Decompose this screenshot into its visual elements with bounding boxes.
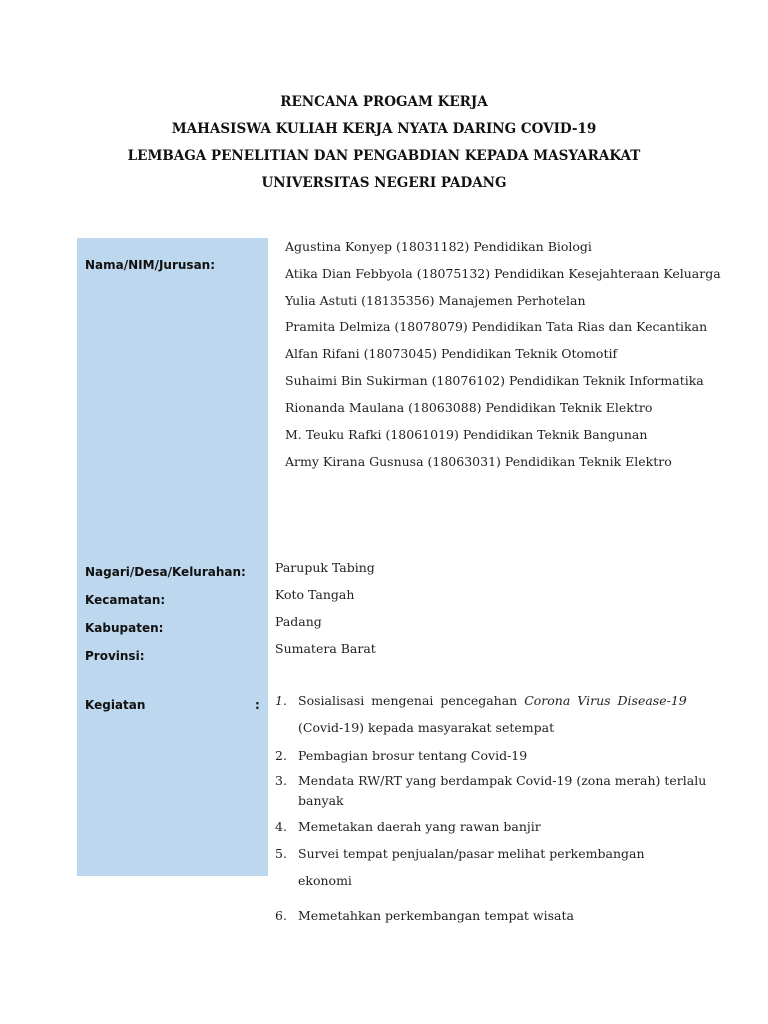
nagari-label: Nagari/Desa/Kelurahan: [85, 565, 246, 579]
activity-continuation: banyak [298, 793, 344, 808]
list-number: 5. [275, 846, 287, 861]
kecamatan-label: Kecamatan: [85, 593, 166, 607]
members-label: Nama/NIM/Jurusan: [85, 258, 216, 272]
university-title: UNIVERSITAS NEGERI PADANG [261, 175, 507, 191]
activity-item: Mendata RW/RT yang berdampak Covid-19 (zona merah) terlalu [298, 773, 707, 788]
member-item: Pramita Delmiza (18078079) Pendidikan Tata Rias dan Kecantikan [285, 319, 708, 334]
member-item: Suhaimi Bin Sukirman (18076102) Pendidikan Teknik Informatika [285, 373, 704, 388]
activity-item: Memetakan daerah yang rawan banjir [298, 819, 541, 834]
label-column-background [77, 238, 268, 876]
activity-continuation: (Covid-19) kepada masyarakat setempat [298, 720, 555, 735]
list-number: 4. [275, 819, 287, 834]
activity-item: Survei tempat penjualan/pasar melihat perkembangan [298, 846, 645, 861]
activity-text: Sosialisasi mengenai pencegahan [298, 693, 525, 708]
provinsi-value: Sumatera Barat [275, 641, 376, 656]
member-item: Army Kirana Gusnusa (18063031) Pendidikan Teknik Elektro [285, 454, 672, 469]
member-item: M. Teuku Rafki (18061019) Pendidikan Teknik Bangunan [285, 427, 648, 442]
document-title: RENCANA PROGAM KERJA [280, 94, 488, 110]
kecamatan-value: Koto Tangah [275, 587, 355, 602]
member-item: Alfan Rifani (18073045) Pendidikan Teknik Otomotif [285, 346, 618, 361]
activity-italic-text: Corona Virus Disease-19 [524, 693, 687, 708]
activity-item [298, 693, 687, 708]
list-number: 1. [275, 693, 287, 708]
list-number: 2. [275, 748, 287, 763]
nagari-value: Parupuk Tabing [275, 560, 375, 575]
member-item: Yulia Astuti (18135356) Manajemen Perhotelan [285, 293, 586, 308]
kabupaten-label: Kabupaten: [85, 621, 164, 635]
activities-colon: : [255, 698, 260, 712]
member-item: Atika Dian Febbyola (18075132) Pendidikan Kesejahteraan Keluarga [285, 266, 721, 281]
list-number: 6. [275, 908, 287, 923]
list-number: 3. [275, 773, 287, 788]
activity-item: Memetahkan perkembangan tempat wisata [298, 908, 574, 923]
institution-title: LEMBAGA PENELITIAN DAN PENGABDIAN KEPADA MASYARAKAT [127, 148, 641, 164]
provinsi-label: Provinsi: [85, 649, 145, 663]
kabupaten-value: Padang [275, 614, 322, 629]
activity-continuation: ekonomi [298, 873, 352, 888]
program-subtitle: MAHASISWA KULIAH KERJA NYATA DARING COVID-19 [171, 121, 597, 137]
member-item: Agustina Konyep (18031182) Pendidikan Biologi [285, 239, 592, 254]
activity-item: Pembagian brosur tentang Covid-19 [298, 748, 528, 763]
activities-label: Kegiatan [85, 698, 146, 712]
member-item: Rionanda Maulana (18063088) Pendidikan Teknik Elektro [285, 400, 653, 415]
